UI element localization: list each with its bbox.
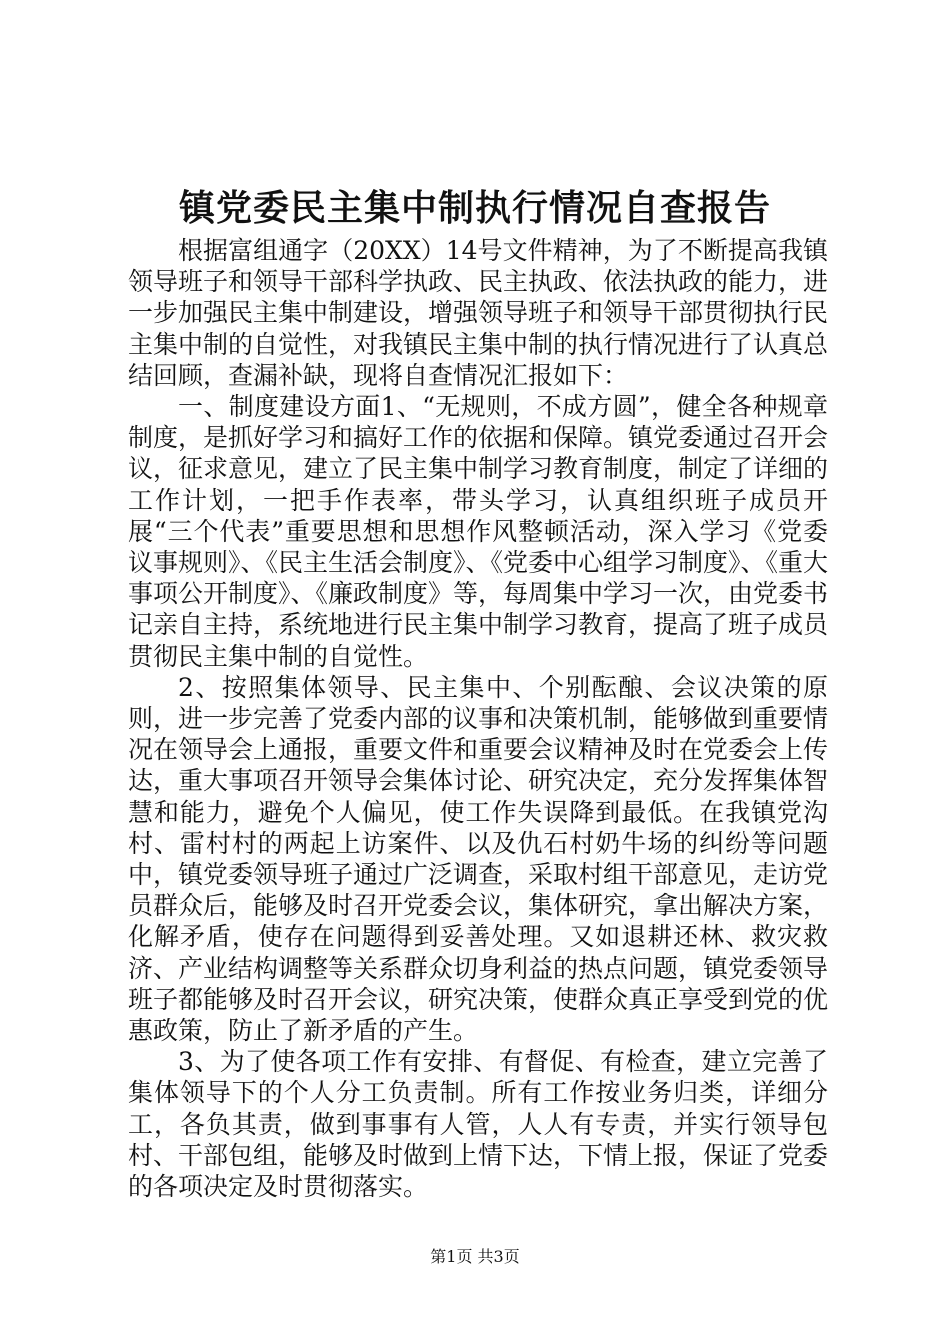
paragraph-section-1: 一、制度建设方面1、“无规则，不成方圆”，健全各种规章制度，是抓好学习和搞好工作的依据和保障。镇党委通过召开会议，征求意见，建立了民主集中制学习教育制度，制定了详细的工作计划，一把手作表率，带头学习，认真组织班子成员开展“三个代表”重要思想和思想作风整顿活动，深入学习《党委议事规则》、《民主生活会制度》、《党委中心组学习制度》、《重大事项公开制度》、《廉政制度》等，每周集中学习一次，由党委书记亲自主持，系统地进行民主集中制学习教育，提高了班子成员贯彻民主集中制的自觉性。 [128, 392, 829, 671]
paragraph-section-2: 2、按照集体领导、民主集中、个别酝酿、会议决策的原则，进一步完善了党委内部的议事和决策机制，能够做到重要情况在领导会上通报，重要文件和重要会议精神及时在党委会上传达，重大事项召开领导会集体讨论、研究决定，充分发挥集体智慧和能力，避免个人偏见，使工作失误降到最低。在我镇党沟村、雷村村的两起上访案件、以及仇石村奶牛场的纠纷等问题中，镇党委领导班子通过广泛调查，采取村组干部意见，走访党员群众后，能够及时召开党委会议，集体研究，拿出解决方案，化解矛盾，使存在问题得到妥善处理。又如退耕还林、救灾救济、产业结构调整等关系群众切身利益的热点问题，镇党委领导班子都能够及时召开会议，研究决策，使群众真正享受到党的优惠政策，防止了新矛盾的产生。 [128, 672, 829, 1046]
document-title: 镇党委民主集中制执行情况自查报告 [178, 187, 771, 229]
paragraph-intro: 根据富组通字（20XX）14号文件精神，为了不断提高我镇领导班子和领导干部科学执政、民主执政、依法执政的能力，进一步加强民主集中制建设，增强领导班子和领导干部贯彻执行民主集中制的自觉性，对我镇民主集中制的执行情况进行了认真总结回顾，查漏补缺，现将自查情况汇报如下： [128, 236, 829, 390]
document-body [128, 235, 828, 1202]
paragraph-section-3: 3、为了使各项工作有安排、有督促、有检查，建立完善了集体领导下的个人分工负责制。所有工作按业务归类，详细分工，各负其责，做到事事有人管，人人有专责，并实行领导包村、干部包组，能够及时做到上情下达，下情上报，保证了党委的各项决定及时贯彻落实。 [128, 1047, 829, 1202]
page-number-footer: 第1页 共3页 [430, 1247, 520, 1266]
